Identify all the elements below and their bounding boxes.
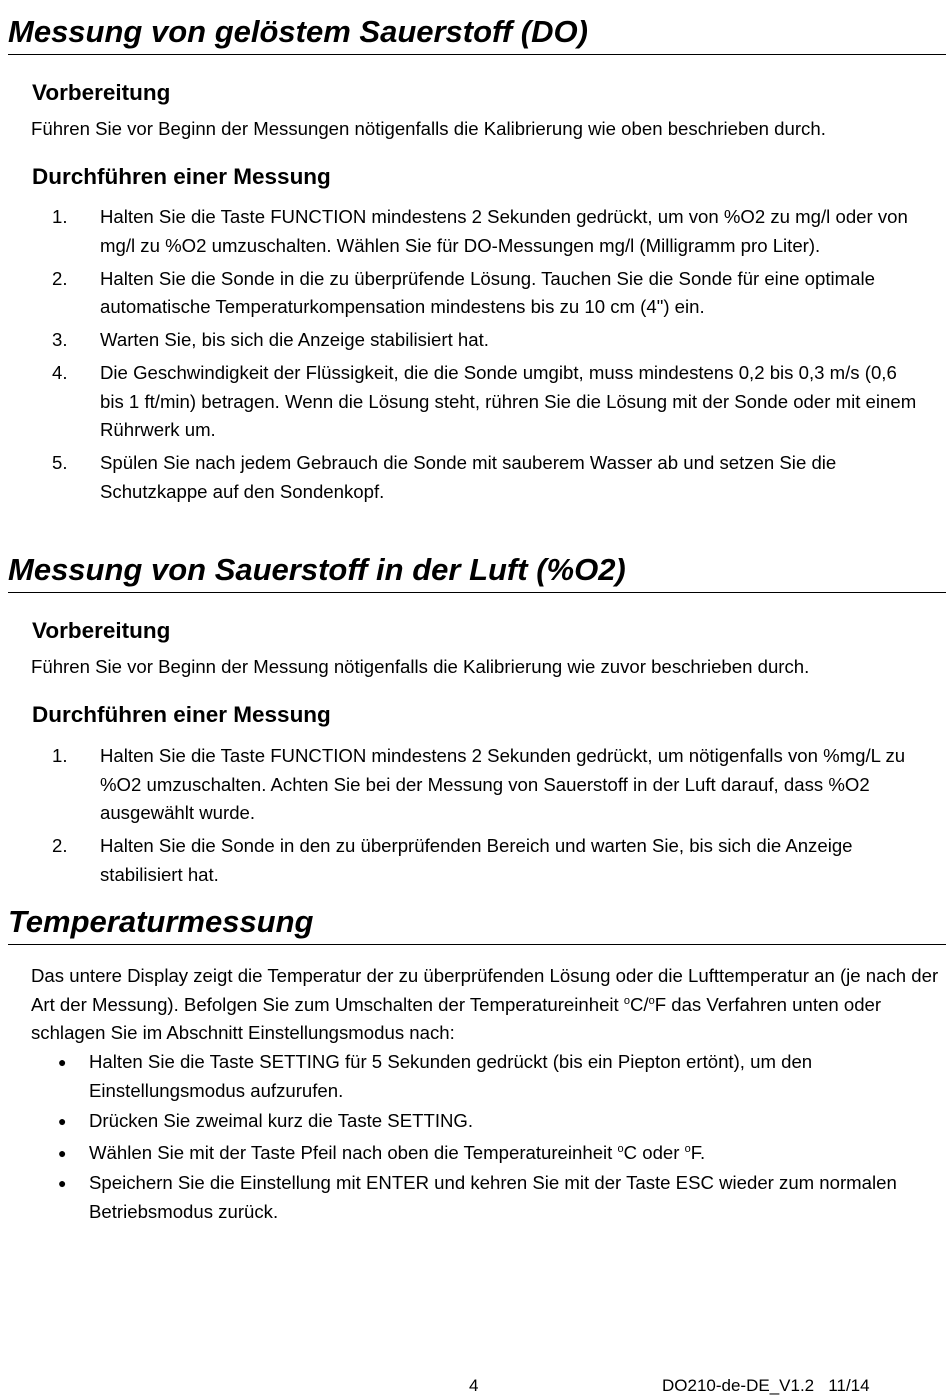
list-item: [0, 742, 946, 828]
temperature-intro: [31, 962, 946, 1048]
step-text: Halten Sie die Sonde in den zu überprüfenden Bereich und warten Sie, bis sich die Anzeige stabilisiert hat.: [100, 835, 853, 885]
list-item: [0, 326, 946, 355]
list-item: [0, 1048, 946, 1105]
list-item: [0, 449, 946, 506]
bullet-text: Speichern Sie die Einstellung mit ENTER und kehren Sie mit der Taste ESC wieder zum normalen Betriebsmodus zurück.: [89, 1172, 897, 1222]
intro-text: Das untere Display zeigt die Temperatur der zu überprüfenden Lösung oder die Lufttemperatur an (je nach der Art der Messung). Befolgen Sie zum Umschalten der Temperatureinheit: [31, 965, 939, 1015]
list-item: [0, 1169, 946, 1226]
step-number: 2.: [52, 835, 68, 856]
step-number: 3.: [52, 329, 68, 350]
page-number: 4: [469, 1376, 479, 1395]
step-text: Die Geschwindigkeit der Flüssigkeit, die die Sonde umgibt, muss mindestens 0,2 bis 0,3 m/s (0,6 bis 1 ft/min) betragen. Wenn die Lösung steht, rühren Sie die Lösung mit der Sonde oder mit einem Rührwerk um.: [100, 362, 917, 440]
bullet-text-part: F.: [690, 1142, 706, 1163]
degree-mark: o: [623, 994, 630, 1007]
bullet-text-part: Wählen Sie mit der Taste Pfeil nach oben die Temperatureinheit: [89, 1142, 618, 1163]
bullet-text: [89, 1139, 929, 1168]
bullet-icon: ●: [58, 1054, 67, 1070]
unit-text: C/: [630, 993, 649, 1015]
document-id: DO210-de-DE_V1.2 11/14: [662, 1376, 870, 1395]
bullet-text: Drücken Sie zweimal kurz die Taste SETTING.: [89, 1109, 474, 1131]
degree-mark: o: [684, 1143, 691, 1155]
heading-preparation: Vorbereitung: [32, 80, 171, 105]
step-text: Halten Sie die Sonde in die zu überprüfende Lösung. Tauchen Sie die Sonde für eine optimale automatische Temperaturkompensation mindestens bis zu 10 cm (4") ein.: [100, 267, 875, 317]
list-item: [0, 359, 946, 445]
degree-mark: o: [617, 1143, 624, 1155]
bullet-text-part: C oder: [623, 1142, 685, 1163]
bullet-icon: ●: [58, 1175, 67, 1191]
list-item: [0, 203, 946, 260]
preparation-text: Führen Sie vor Beginn der Messung nötigenfalls die Kalibrierung wie zuvor beschrieben durch.: [31, 656, 810, 677]
step-text: Spülen Sie nach jedem Gebrauch die Sonde mit sauberem Wasser ab und setzen Sie die Schutzkappe auf den Sondenkopf.: [100, 452, 837, 502]
step-text: Halten Sie die Taste FUNCTION mindestens 2 Sekunden gedrückt, um von %O2 zu mg/l oder von mg/l zu %O2 umzuschalten. Wählen Sie für DO-Messungen mg/l (Milligramm pro Liter).: [100, 206, 908, 256]
section-title-air: Messung von Sauerstoff in der Luft (%O2): [8, 552, 946, 593]
heading-measurement: Durchführen einer Messung: [32, 702, 331, 727]
section-title-do: Messung von gelöstem Sauerstoff (DO): [8, 14, 946, 55]
step-number: 5.: [52, 452, 68, 473]
bullet-icon: ●: [58, 1145, 67, 1161]
degree-mark: o: [648, 994, 655, 1007]
heading-measurement: Durchführen einer Messung: [32, 164, 331, 189]
section-title-temperature: Temperaturmessung: [8, 904, 946, 945]
heading-preparation: Vorbereitung: [32, 618, 171, 643]
intro-text: F das Verfahren unten oder schlagen Sie im Abschnitt Einstellungsmodus nach:: [31, 993, 882, 1043]
step-text: Warten Sie, bis sich die Anzeige stabilisiert hat.: [100, 329, 489, 350]
step-number: 2.: [52, 267, 68, 289]
list-item: [0, 1107, 946, 1136]
list-item: [0, 1139, 946, 1168]
step-text: Halten Sie die Taste FUNCTION mindestens 2 Sekunden gedrückt, um nötigenfalls von %mg/L zu %O2 umzuschalten. Achten Sie bei der Messung von Sauerstoff in der Luft darauf, dass %O2 ausgewählt wurde.: [100, 745, 906, 823]
bullet-text: Halten Sie die Taste SETTING für 5 Sekunden gedrückt (bis ein Piepton ertönt), um den Einstellungsmodus aufzurufen.: [89, 1051, 813, 1101]
preparation-text: Führen Sie vor Beginn der Messungen nötigenfalls die Kalibrierung wie oben beschrieben durch.: [31, 118, 826, 139]
step-number: 1.: [52, 745, 68, 766]
step-number: 1.: [52, 206, 68, 227]
steps-list-do: [0, 203, 946, 511]
bullet-icon: ●: [58, 1112, 67, 1129]
list-item: [0, 265, 946, 322]
step-number: 4.: [52, 362, 68, 383]
bullet-list-temperature: [0, 1048, 946, 1228]
steps-list-air: [0, 742, 946, 894]
list-item: [0, 832, 946, 889]
